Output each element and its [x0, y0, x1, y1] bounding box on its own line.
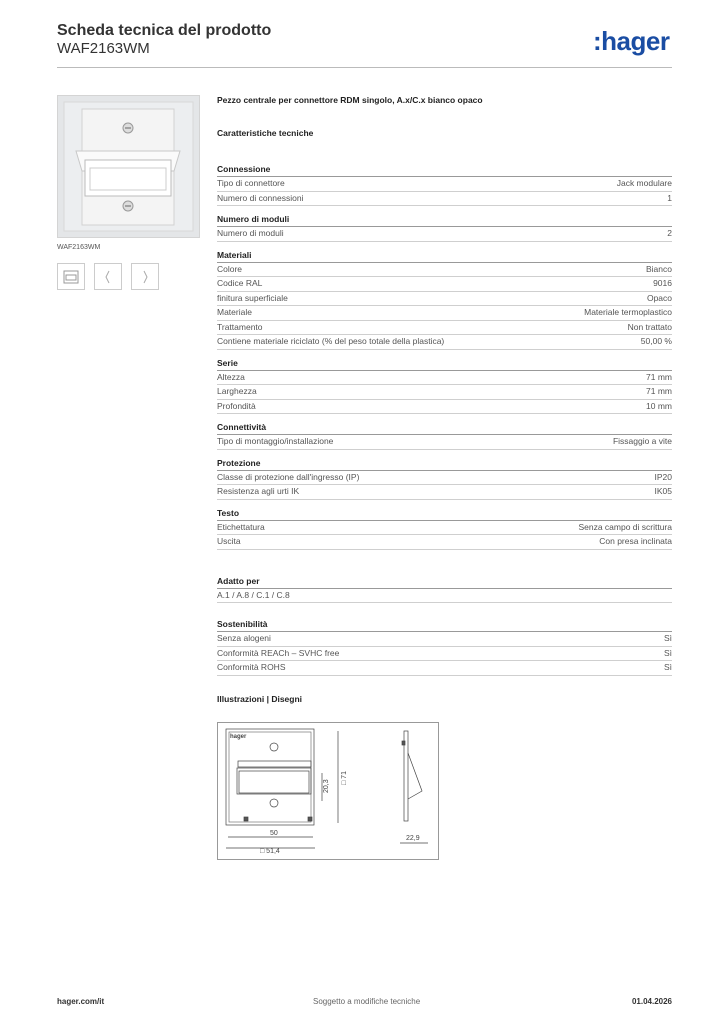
spec-value: IP20 [654, 471, 672, 482]
spec-value: 10 mm [646, 400, 672, 411]
footer-date: 01.04.2026 [631, 997, 672, 1006]
thumbnail-front-icon[interactable] [57, 263, 85, 290]
spec-label: Uscita [217, 536, 241, 546]
section-title: Connettività [217, 422, 672, 435]
section-title: Connessione [217, 164, 672, 177]
spec-label: Numero di connessioni [217, 192, 304, 203]
spec-label: finitura superficiale [217, 292, 288, 303]
adatto-value: A.1 / A.8 / C.1 / C.8 [217, 589, 290, 600]
sostenibilita-rows [217, 632, 672, 676]
spec-label: Altezza [217, 371, 245, 382]
adatto-title: Adatto per [217, 576, 672, 589]
spec-value: Sì [663, 647, 672, 658]
spec-label: Resistenza agli urti IK [217, 486, 300, 496]
spec-row [217, 263, 672, 278]
spec-label: Codice RAL [217, 278, 263, 288]
spec-value: Jack modulare [616, 178, 672, 188]
spec-row [217, 292, 672, 307]
dim-50-label: 50 [270, 830, 278, 837]
spec-label: Contiene materiale riciclato (% del peso totale della plastica) [217, 336, 445, 346]
spec-row [217, 192, 672, 207]
spec-value: Materiale termoplastico [584, 307, 672, 317]
spec-value: Sì [663, 633, 672, 643]
product-description: Pezzo centrale per connettore RDM singolo, A.x/C.x bianco opaco [217, 95, 483, 105]
spec-row [217, 535, 672, 550]
footer-notice: Soggetto a modifiche tecniche [313, 997, 421, 1006]
spec-label: Tipo di montaggio/installazione [217, 436, 334, 446]
spec-row [217, 435, 672, 450]
spec-label: Etichettatura [217, 521, 265, 532]
spec-value: Sì [663, 662, 672, 672]
spec-value: 50,00 % [640, 336, 672, 346]
spec-label: Classe di protezione dall'ingresso (IP) [217, 471, 360, 482]
section-title: Serie [217, 358, 672, 371]
sostenibilita-row [217, 647, 672, 662]
spec-value: 2 [667, 228, 672, 238]
spec-row [217, 371, 672, 386]
spec-row [217, 335, 672, 350]
spec-label: Colore [217, 263, 243, 274]
spec-label: Trattamento [217, 321, 263, 332]
thumbnail-side-right-icon[interactable] [131, 263, 159, 290]
spec-value: Bianco [646, 263, 672, 274]
spec-row [217, 306, 672, 321]
header-divider [57, 67, 672, 68]
spec-label: Materiale [217, 307, 252, 317]
spec-label: Tipo di connettore [217, 178, 285, 188]
dim-229-label: 22,9 [406, 835, 420, 842]
product-image [57, 95, 200, 238]
spec-label: Profondità [217, 400, 256, 411]
spec-sections [217, 164, 672, 550]
product-code: WAF2163WM [57, 40, 150, 57]
spec-value: 71 mm [646, 371, 672, 382]
spec-row [217, 471, 672, 486]
sostenibilita-title: Sostenibilità [217, 619, 672, 632]
spec-label: Conformità REACh – SVHC free [217, 647, 340, 658]
sostenibilita-row [217, 632, 672, 647]
tech-heading: Caratteristiche tecniche [217, 128, 314, 138]
spec-value: Con presa inclinata [599, 536, 672, 546]
spec-value: Opaco [646, 292, 672, 303]
hager-logo: :hager [593, 26, 670, 56]
thumbnail-side-left-icon[interactable] [94, 263, 122, 290]
spec-label: Senza alogeni [217, 633, 271, 643]
spec-value: Non trattato [627, 321, 672, 332]
spec-value: Senza campo di scrittura [578, 521, 672, 532]
page-title: Scheda tecnica del prodotto [57, 22, 272, 39]
spec-row [217, 227, 672, 242]
dim-51-label: □ 51,4 [260, 848, 280, 855]
spec-label: Conformità ROHS [217, 662, 286, 672]
spec-value: 71 mm [646, 386, 672, 396]
technical-drawing [217, 722, 439, 860]
spec-label: Numero di moduli [217, 228, 284, 238]
spec-row [217, 321, 672, 336]
spec-row [217, 400, 672, 415]
thumbnail-strip [57, 263, 159, 290]
illustrations-title: Illustrazioni | Disegni [217, 693, 303, 704]
spec-content [217, 95, 672, 704]
footer-website-link[interactable]: hager.com/it [57, 997, 105, 1006]
section-title: Numero di moduli [217, 214, 672, 227]
spec-value: 9016 [653, 278, 672, 288]
section-title: Protezione [217, 458, 672, 471]
spec-value: 1 [667, 192, 672, 203]
spec-value: IK05 [654, 486, 672, 496]
spec-label: Larghezza [217, 386, 257, 396]
spec-value: Fissaggio a vite [612, 436, 672, 446]
section-title: Materiali [217, 250, 672, 263]
spec-row [217, 277, 672, 292]
dim-203-label: 20,3 [323, 779, 330, 793]
spec-row [217, 485, 672, 500]
spec-row [217, 177, 672, 192]
dim-71-label: □ 71 [341, 771, 348, 785]
sostenibilita-row [217, 661, 672, 676]
section-title: Testo [217, 508, 672, 521]
spec-row [217, 385, 672, 400]
drawing-brand: hager [230, 734, 247, 740]
spec-row [217, 521, 672, 536]
adatto-row [217, 589, 672, 604]
image-caption: WAF2163WM [57, 244, 101, 251]
